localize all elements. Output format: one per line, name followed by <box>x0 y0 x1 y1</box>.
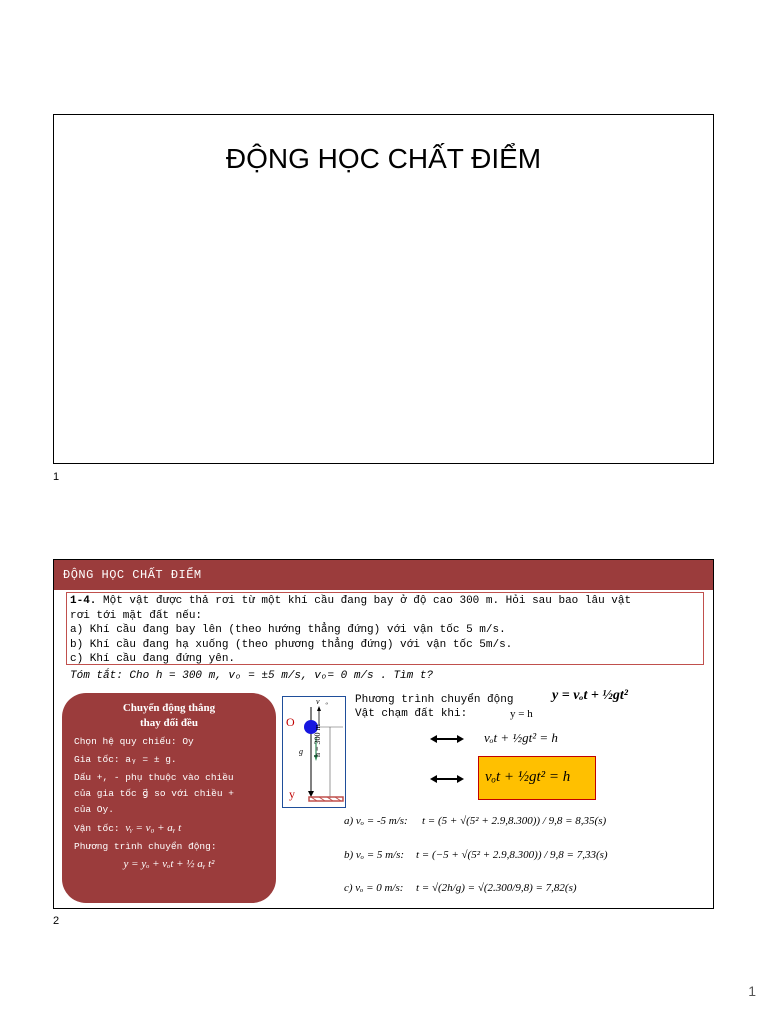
bubble-line-6 <box>74 821 264 836</box>
diagram-height: h = 300 m <box>313 724 322 757</box>
bubble-line-1: Chọn hệ quy chiếu: Oy <box>74 736 194 747</box>
fall-diagram <box>282 696 346 808</box>
eq-label-1: Phương trình chuyển động <box>355 694 514 706</box>
bubble-title-1: Chuyển động thẳng <box>122 702 216 714</box>
case-a-expression: t = (5 + √(5² + 2.9,8.300)) / 9,8 = 8,35(s) <box>422 815 607 827</box>
problem-option-a: a) Khí cầu đang bay lên (theo hướng thẳng đứng) với vận tốc 5 m/s. <box>70 624 506 637</box>
eq-label-2: Vật chạm đất khi: <box>355 708 468 720</box>
summary-text: Tóm tắt: Cho h = 300 m, vₒ = ±5 m/s, vₒ= 0 m/s . Tìm t? <box>70 670 434 682</box>
problem-option-b: b) Khí cầu đang hạ xuống (theo phương thẳng đứng) với vận tốc 5m/s. <box>70 638 513 651</box>
slide-1-title: ĐỘNG HỌC CHẤT ĐIỂM <box>225 143 542 174</box>
page-number: 1 <box>748 983 756 999</box>
case-b-label: b) vₒ = 5 m/s: <box>344 849 405 861</box>
eq-highlight: vₒt + ½gt² = h <box>485 769 571 785</box>
diagram-origin: O <box>286 715 295 729</box>
case-b-expression: t = (−5 + √(5² + 2.9,8.300)) / 9,8 = 7,33(s) <box>416 849 608 861</box>
bubble-line-5: của Oy. <box>74 804 114 815</box>
diagram-gravity: g⃗ <box>299 747 310 756</box>
eq-main: y = vₒt + ½gt² <box>552 688 628 703</box>
case-a-label: a) vₒ = -5 m/s: <box>344 815 408 827</box>
bubble-line-2: Gia tốc: aᵧ = ± g. <box>74 754 177 765</box>
slide-2-number: 2 <box>53 915 60 927</box>
bubble-velocity-formula: vᵧ = v₀ + aᵧ t <box>125 822 182 834</box>
problem-line-2: rơi tới mặt đất nếu: <box>70 609 203 622</box>
eq-sub: vₒt + ½gt² = h <box>484 730 558 745</box>
highlight-box <box>478 756 596 800</box>
diagram-velocity: v⃗ₒ <box>316 697 329 706</box>
problem-box <box>66 592 704 665</box>
theory-bubble <box>62 693 276 903</box>
eq-condition: y = h <box>510 708 533 720</box>
problem-line-1: Một vật được thả rơi từ một khí cầu đang bay ở độ cao 300 m. Hỏi sau bao lâu vật <box>96 595 632 607</box>
case-c-expression: t = √(2h/g) = √(2.300/9,8) = 7,82(s) <box>416 882 577 894</box>
bubble-motion-formula: y = yₒ + vₒt + ½ aᵧ t² <box>123 858 215 870</box>
slide-1 <box>53 114 714 464</box>
bubble-line-4: của gia tốc g⃗ so với chiều + <box>74 788 234 799</box>
slide-2 <box>53 559 714 909</box>
case-c-label: c) vₒ = 0 m/s: <box>344 882 404 894</box>
bubble-title-2: thay đổi đều <box>139 717 199 729</box>
double-arrow-2 <box>430 774 464 784</box>
problem-label: 1-4. <box>70 595 97 607</box>
slide-1-number: 1 <box>53 471 60 483</box>
problem-option-c: c) Khí cầu đang đứng yên. <box>70 653 236 666</box>
slide-2-header: ĐỘNG HỌC CHẤT ĐIỂM <box>54 560 713 590</box>
bubble-line-7: Phương trình chuyển động: <box>74 841 217 852</box>
bubble-velocity-label: Vận tốc: <box>74 823 120 834</box>
diagram-y-axis: y <box>289 787 295 801</box>
double-arrow-1 <box>430 734 464 744</box>
bubble-line-3: Dấu +, - phụ thuộc vào chiều <box>74 772 234 783</box>
